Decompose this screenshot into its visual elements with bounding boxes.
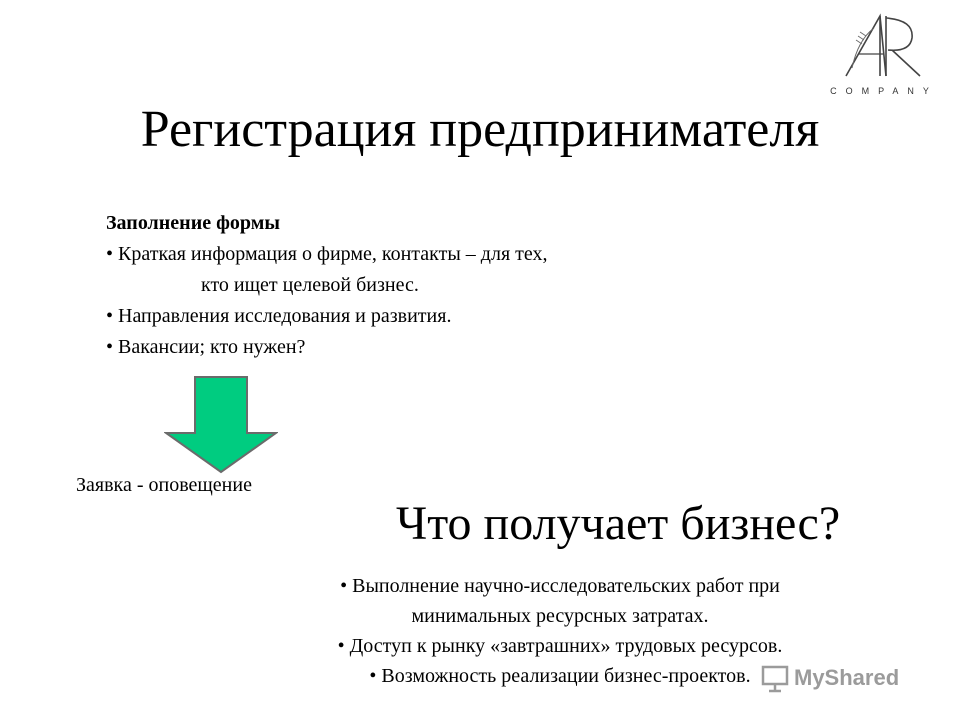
- benefit-item-business-projects: • Возможность реализации бизнес-проектов.: [369, 665, 751, 687]
- watermark-text: MyShared: [794, 665, 900, 690]
- form-item-contacts-continued: кто ищет целевой бизнес.: [201, 274, 419, 296]
- page-title: Регистрация предпринимателя: [140, 101, 820, 158]
- benefit-item-research: • Выполнение научно-исследовательских работ при: [340, 575, 780, 597]
- benefit-item-research-continued: минимальных ресурсных затратах.: [411, 605, 709, 627]
- form-item-research: • Направления исследования и развития.: [106, 305, 452, 327]
- benefit-item-labor-market: • Доступ к рынку «завтрашних» трудовых ресурсов.: [337, 635, 783, 657]
- form-item-vacancies: • Вакансии; кто нужен?: [106, 336, 306, 358]
- form-section: [106, 208, 548, 363]
- form-item-contacts: • Краткая информация о фирме, контакты – для тех,: [106, 243, 548, 265]
- section-subtitle: Что получает бизнес?: [396, 497, 841, 550]
- presentation-board-icon: [760, 663, 790, 693]
- watermark: [760, 660, 899, 696]
- company-logo: [828, 10, 940, 98]
- form-section-heading: Заполнение формы: [106, 212, 280, 234]
- down-arrow-icon: [164, 376, 278, 474]
- logo-text: COMPANY: [830, 86, 938, 96]
- arrow-label: Заявка - оповещение: [76, 474, 252, 496]
- logo-mark-icon: [828, 10, 940, 86]
